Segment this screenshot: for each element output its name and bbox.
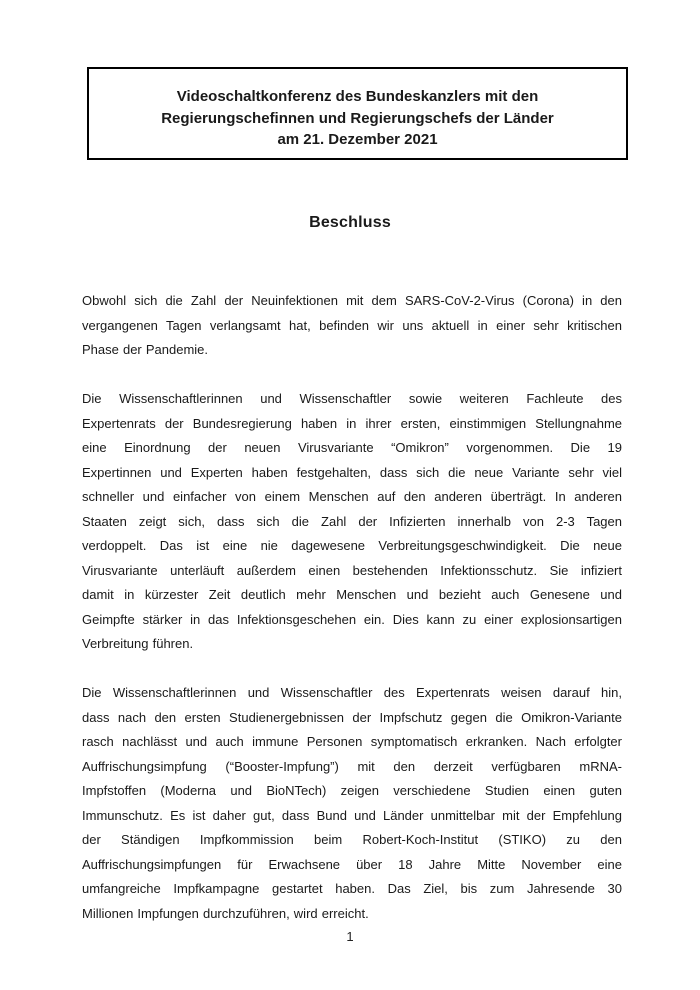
text-line: der Ständigen Impfkommission beim Robert-Koch-Institut (STIKO) zu den (82, 832, 622, 847)
text-line: eine Einordnung der neuen Virusvariante “Omikron” vorgenommen. Die 19 (82, 440, 622, 455)
text-line: Impfstoffen (Moderna und BioNTech) zeigen verschiedene Studien einen guten (82, 783, 622, 798)
section-heading: Beschluss (309, 214, 391, 231)
text-line: Phase der Pandemie. (82, 342, 209, 357)
text-line: Millionen Impfungen durchzuführen, wird erreicht. (82, 905, 369, 921)
page-number: 1 (346, 929, 354, 944)
text-line: Expertinnen und Experten haben festgehalten, dass sich die neue Variante sehr viel (82, 464, 622, 480)
text-line: Videoschaltkonferenz des Bundeskanzlers mit den (176, 88, 539, 105)
text-line: verdoppelt. Das ist eine nie dagewesene Verbreitungsgeschwindigkeit. Die neue (82, 538, 622, 553)
text-line: Die Wissenschaftlerinnen und Wissenschaftler des Expertenrats weisen darauf hin, (82, 685, 622, 700)
text-line: Staaten zeigt sich, dass sich die Zahl der Infizierten innerhalb von 2-3 Tagen (82, 513, 622, 529)
document-body (82, 289, 622, 951)
text-line: damit in kürzester Zeit deutlich mehr Menschen und bezieht auch Genesene und (82, 587, 622, 602)
text-line: Die Wissenschaftlerinnen und Wissenschaftler sowie weiteren Fachleute des (82, 391, 622, 406)
text-line: dass nach den ersten Studienergebnissen der Impfschutz gegen die Omikron-Variante (82, 709, 622, 725)
text-line: Verbreitung führen. (82, 636, 194, 651)
text-line: Regierungschefinnen und Regierungschefs der Länder (161, 109, 554, 127)
text-line: Geimpfte stärker in das Infektionsgeschehen ein. Dies kann zu einer explosionsartigen (82, 611, 622, 627)
text-line: umfangreiche Impfkampagne gestartet haben. Das Ziel, bis zum Jahresende 30 (82, 881, 622, 896)
document-title-box (87, 67, 628, 160)
text-line: Virusvariante unterläuft außerdem einen bestehenden Infektionsschutz. Sie infiziert (82, 562, 622, 578)
text-line: Expertenrats der Bundesregierung haben in ihrer ersten, einstimmigen Stellungnahme (82, 415, 622, 431)
paragraph (82, 387, 622, 657)
text-line: rasch nachlässt und auch immune Personen symptomatisch erkranken. Nach erfolgter (82, 734, 622, 749)
text-line: vergangenen Tagen verlangsamt hat, befinden wir uns aktuell in einer sehr kritischen (82, 317, 622, 333)
text-line: schneller und einfacher von einem Menschen auf den anderen überträgt. In anderen (82, 489, 622, 504)
text-line: Obwohl sich die Zahl der Neuinfektionen mit dem SARS-CoV-2-Virus (Corona) in den (82, 293, 622, 308)
text-line: Auffrischungsimpfung (“Booster-Impfung”) mit den derzeit verfügbaren mRNA- (82, 758, 622, 774)
text-line: Auffrischungsimpfungen für Erwachsene über 18 Jahre Mitte November eine (82, 856, 622, 872)
text-line: Immunschutz. Es ist daher gut, dass Bund und Länder unmittelbar mit der Empfehlung (82, 807, 622, 823)
paragraph (82, 681, 622, 926)
text-line: am 21. Dezember 2021 (277, 131, 438, 148)
paragraph (82, 289, 622, 363)
